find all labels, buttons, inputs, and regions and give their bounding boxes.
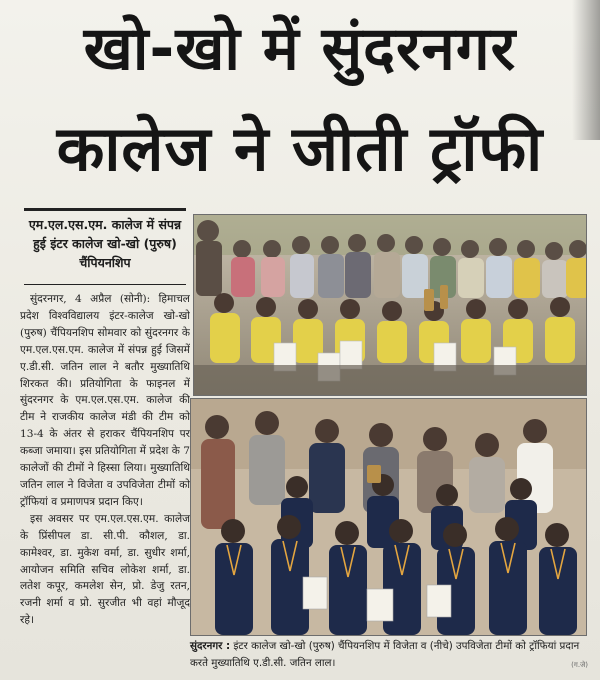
subheadline-rule [24,284,186,285]
caption-place: सुंदरनगर : [190,640,231,652]
article-body [20,291,190,663]
headline-line-2: कालेज ने जीती ट्रॉफी [56,112,544,185]
runners-up-team-photo [190,398,587,636]
page-mark: (ग.जे) [571,661,588,669]
winners-team-image [194,215,586,395]
article-paragraph: इस अवसर पर एम.एल.एस.एम. कालेज के प्रिंसीपल डा. सी.पी. कौशल, डा. कामेश्वर, डा. मुकेश वर्मा, डा. सुधीर शर्मा, आयोजन समिति सचिव लोकेश शर्मा, डा. लतेश कपूर, कमलेश सेन, प्रो. डेजु रतन, रजनी शर्मा व प्रो. सुरजीत भी वहां मौजूद रहे। [20,512,190,627]
caption-text: इंटर कालेज खो-खो (पुरुष) चैंपियनशिप में विजेता व (नीचे) उपविजेता टीमों को ट्रॉफियां प्रदान करते मुख्यातिथि ए.डी.सी. जतिन लाल। [190,640,580,669]
runners-up-team-image [191,399,586,635]
headline-line-1: खो-खो में सुंदरनगर [83,14,517,84]
subheadline: एम.एल.एस.एम. कालेज में संपन्न हुई इंटर कालेज खो-खो (पुरुष) चैंपियनशिप [24,208,186,272]
photo-caption [190,638,588,672]
article-paragraph: सुंदरनगर, 4 अप्रैल (सोनी): हिमाचल प्रदेश विश्वविद्यालय इंटर-कालेज खो-खो (पुरुष) चैंपियनशिप सोमवार को सुंदरनगर के एम.एल.एस.एम. कालेज में संपन्न हुई जिसमें ए.डी.सी. जतिन लाल ने बतौर मुख्यातिथि शिरकत की। प्रतियोगिता के फाइनल में सुंदरनगर के एम.एल.एस.एम. कालेज की टीम ने राजकीय कालेज मंडी की टीम को 13-4 के अंतर से हराकर चैंपियनशिप पर कब्जा जमाया। इस प्रतियोगिता में प्रदेश के 7 कालेजों की टीमों ने हिस्सा लिया। मुख्यातिथि जतिन लाल ने विजेता व उपविजेता टीमों को ट्रॉफियां व प्रमाणपत्र प्रदान किए। [20,293,190,508]
winners-team-photo [193,214,587,396]
